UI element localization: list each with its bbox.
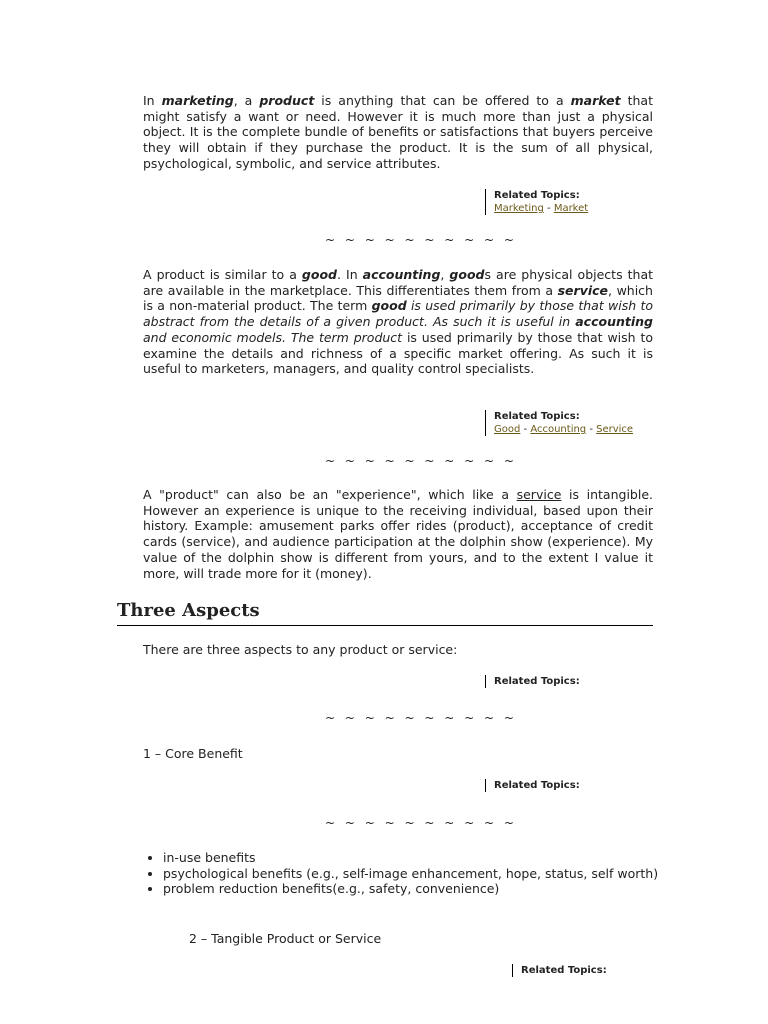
italic-text: is used primarily by those that wish to abstract from the details of a given product. As such it is useful in	[143, 298, 653, 330]
separator: -	[543, 203, 554, 214]
related-topics-box	[485, 189, 588, 215]
term-product: product	[259, 93, 315, 108]
separator: -	[520, 424, 531, 435]
paragraph-experience	[143, 487, 653, 581]
separator: -	[586, 424, 597, 435]
benefits-list	[143, 850, 673, 897]
term-good: good	[301, 267, 337, 282]
related-topics-box	[485, 675, 580, 688]
divider: ~ ~ ~ ~ ~ ~ ~ ~ ~ ~	[325, 233, 517, 247]
text: is used primarily by those that wish to examine the details and richness of a specific market offering. As such it is useful to marketers, managers, and quality control specialists.	[143, 329, 653, 377]
text: A "product" can also be an "experience", which like a	[143, 487, 517, 502]
text: that might satisfy a want or need. However it is much more than just a physical object. It is the complete bundle of benefits or satisfactions that buyers perceive they will obtain if they purchase the product. It is the sum of all physical, psychological, symbolic, and service attributes.	[143, 93, 653, 171]
term-accounting: accounting	[362, 267, 441, 282]
text: is intangible. However an experience is unique to the receiving individual, based upon their history. Example: amusement parks offer rides (product), acceptance of credit cards (service), and audience participation at the dolphin show (experience). My value of the dolphin show is different from yours, and to the extent I value it more, will trade more for it (money).	[143, 487, 653, 581]
link-good[interactable]: Good	[494, 424, 521, 435]
related-topics-box	[485, 410, 633, 436]
related-topics-box	[512, 964, 607, 977]
text: is anything that can be offered to a	[314, 93, 571, 108]
divider: ~ ~ ~ ~ ~ ~ ~ ~ ~ ~	[325, 454, 517, 468]
italic-text: and economic models. The term	[143, 329, 354, 345]
tangible-product-label: 2 – Tangible Product or Service	[189, 931, 382, 946]
list-item: • problem reduction benefits(e.g., safety, convenience)	[163, 881, 673, 897]
text: , a	[233, 93, 260, 108]
divider: ~ ~ ~ ~ ~ ~ ~ ~ ~ ~	[325, 816, 517, 830]
link-market[interactable]: Market	[553, 203, 589, 214]
intro-text: There are three aspects to any product or service:	[143, 642, 458, 657]
text: A product is similar to a	[143, 267, 302, 282]
link-accounting[interactable]: Accounting	[530, 424, 587, 435]
term-product: product	[353, 329, 403, 345]
section-heading: Three Aspects	[117, 600, 653, 626]
term-good: good	[449, 267, 485, 282]
divider: ~ ~ ~ ~ ~ ~ ~ ~ ~ ~	[325, 711, 517, 725]
related-topics-title: Related Topics:	[494, 190, 580, 201]
term-service: service	[557, 282, 609, 298]
link-service[interactable]: service	[516, 487, 562, 502]
related-topics-title: Related Topics:	[521, 965, 607, 976]
related-topics-title: Related Topics:	[494, 411, 580, 422]
link-service[interactable]: Service	[596, 424, 634, 435]
list-item: • psychological benefits (e.g., self-image enhancement, hope, status, self worth)	[163, 866, 673, 882]
text: s are physical objects that are available in the marketplace. This differentiates them from a	[143, 267, 654, 298]
term-marketing: marketing	[161, 93, 234, 108]
link-marketing[interactable]: Marketing	[494, 203, 544, 214]
text: ,	[440, 267, 450, 282]
list-item: • in-use benefits	[163, 850, 673, 866]
term-accounting: accounting	[575, 314, 653, 330]
related-topics-title: Related Topics:	[494, 676, 580, 687]
text: In	[143, 93, 162, 108]
paragraph-good	[143, 267, 653, 377]
related-topics-title: Related Topics:	[494, 780, 580, 791]
text: . In	[337, 267, 363, 282]
term-market: market	[570, 93, 621, 108]
related-topics-box	[485, 779, 580, 792]
core-benefit-label: 1 – Core Benefit	[143, 746, 243, 761]
paragraph-definition	[143, 93, 653, 172]
text: , which is a non-material product. The term	[143, 282, 653, 314]
term-good: good	[371, 298, 407, 314]
